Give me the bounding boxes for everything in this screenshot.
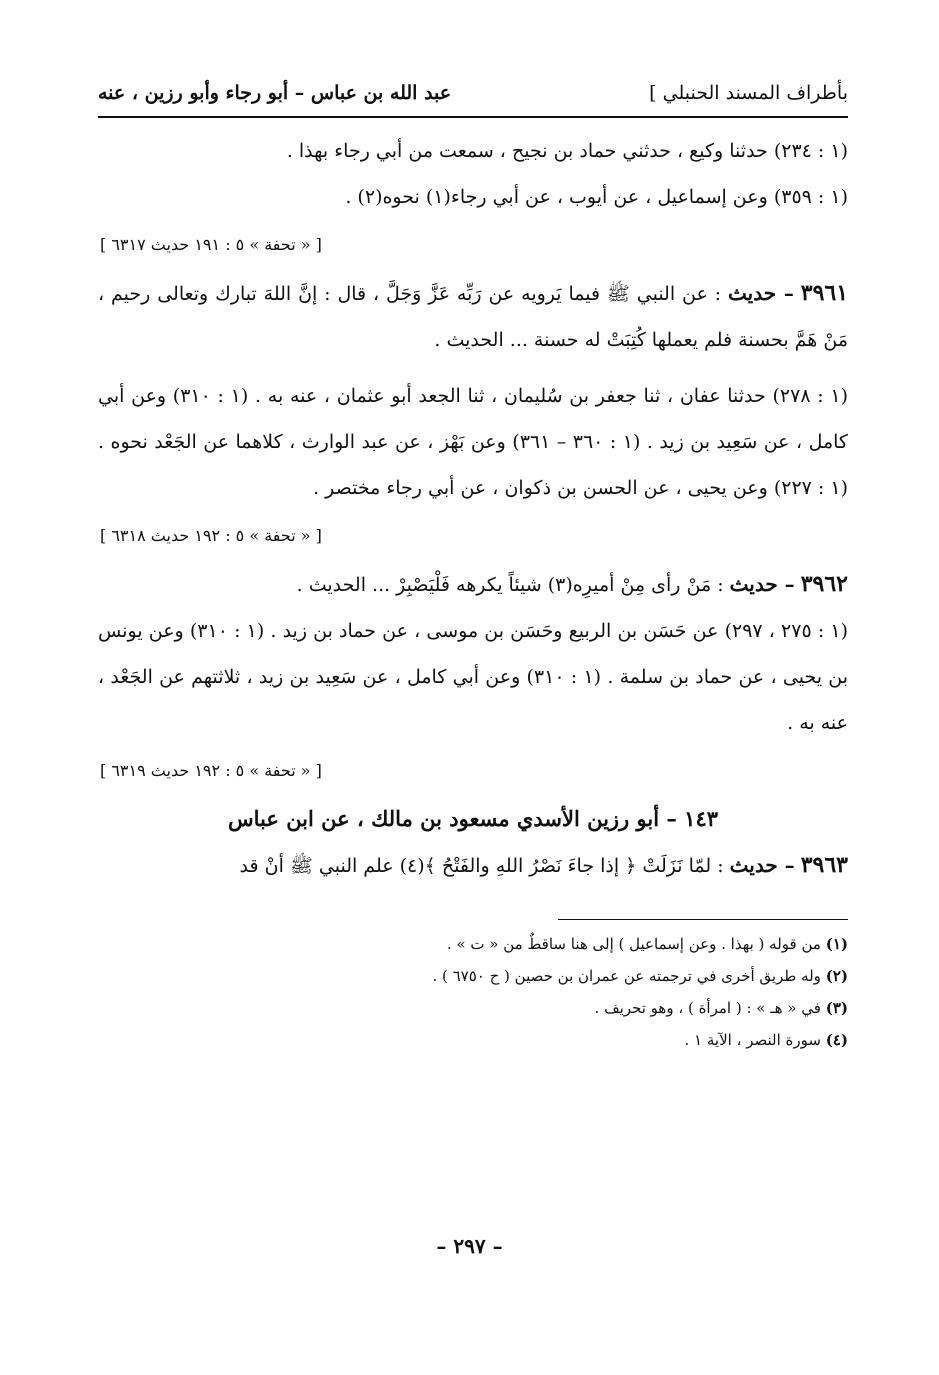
- hadith-text: : لمّا نَزَلَتْ ﴿ إذا جاءَ نَصْرُ اللهِ والفَتْحُ ﴾(٤) علم النبي ﷺ أنْ قد: [239, 855, 724, 877]
- tuhfa-reference: [ « تحفة » ٥ : ١٩٢ حديث ٦٣١٨ ]: [100, 526, 322, 545]
- tuhfa-reference: [ « تحفة » ٥ : ١٩١ حديث ٦٣١٧ ]: [100, 235, 322, 254]
- hadith-keyword: – حديث: [727, 281, 794, 305]
- footnote: (٤) سورة النصر ، الآية ١ .: [684, 1031, 848, 1049]
- footnotes: [98, 928, 848, 1056]
- hadith-text: : مَنْ رأى مِنْ أميرِه(٣) شيئاً يكرهه فَلْيَصْبِرْ ... الحديث .: [296, 574, 724, 596]
- hadith-text: : عن النبي ﷺ فيما يَرويه عن رَبِّه عَزَّ وَجَلَّ ، قال : إنَّ اللهَ تبارك وتعالى رحيم ، مَنْ هَمَّ بحسنة فلم يعملها كُتِبَتْ له حسنة ... الحديث .: [98, 283, 848, 351]
- hadith-3963: [98, 842, 848, 889]
- chain-paragraph: (١ : ٢٧٥ ، ٢٩٧) عن حَسَن بن الربيع وحَسَن بن موسى ، عن حماد بن زيد . (١ : ٣١٠) وعن يونس بن يحيى ، عن حماد بن سلمة . (١ : ٣١٠) وعن أبي كامل ، عن سَعِيد بن زيد ، ثلاثتهم عن الجَعْد ، عنه به .: [98, 620, 849, 734]
- hadith-3962: [98, 561, 848, 608]
- footnote: (١) من قوله ( بهذا . وعن إسماعيل ) إلى هنا ساقطٌ من « ت » .: [446, 935, 848, 953]
- hadith-number: ٣٩٦٢: [800, 571, 848, 597]
- section-heading: ١٤٣ – أبو رزين الأسدي مسعود بن مالك ، عن ابن عباس: [227, 806, 719, 831]
- hadith-keyword: – حديث: [729, 853, 795, 877]
- footnote: (٣) في « هـ » : ( امرأة ) ، وهو تحريف .: [594, 999, 848, 1017]
- hadith-keyword: – حديث: [729, 572, 795, 596]
- chain-paragraph: (١ : ٢٧٨) حدثنا عفان ، ثنا جعفر بن سُليمان ، ثنا الجعد أبو عثمان ، عنه به . (١ : ٣١٠) وعن أبي كامل ، عن سَعِيد بن زيد . (١ : ٣٦٠ – ٣٦١) وعن بَهْز ، عن عبد الوارث ، كلاهما عن الجَعْد نحوه . (١ : ٢٢٧) وعن يحيى ، عن الحسن بن ذكوان ، عن أبي رجاء مختصر .: [98, 385, 848, 499]
- running-head: [98, 82, 848, 118]
- tuhfa-reference: [ « تحفة » ٥ : ١٩٢ حديث ٦٣١٩ ]: [100, 761, 322, 780]
- page-number: – ٢٩٧ –: [436, 1234, 503, 1258]
- hadith-number: ٣٩٦١: [800, 280, 849, 306]
- chain-line-2: (١ : ٣٥٩) وعن إسماعيل ، عن أيوب ، عن أبي رجاء(١) نحوه(٢) .: [345, 186, 848, 208]
- chain-line-1: (١ : ٢٣٤) حدثنا وكيع ، حدثني حماد بن نجيح ، سمعت من أبي رجاء بهذا .: [286, 140, 848, 162]
- page-body: [98, 82, 848, 1056]
- hadith-3961: [98, 270, 848, 363]
- running-head-chapter: عبد الله بن عباس – أبو رجاء وأبو رزين ، عنه: [98, 82, 452, 104]
- footnote: (٢) وله طريق أخرى في ترجمته عن عمران بن حصين ( ح ٦٧٥٠ ) .: [432, 967, 848, 985]
- footnote-divider: [558, 919, 848, 920]
- running-head-book-title: بأطراف المسند الحنبلي ]: [649, 82, 848, 104]
- hadith-number: ٣٩٦٣: [800, 852, 848, 878]
